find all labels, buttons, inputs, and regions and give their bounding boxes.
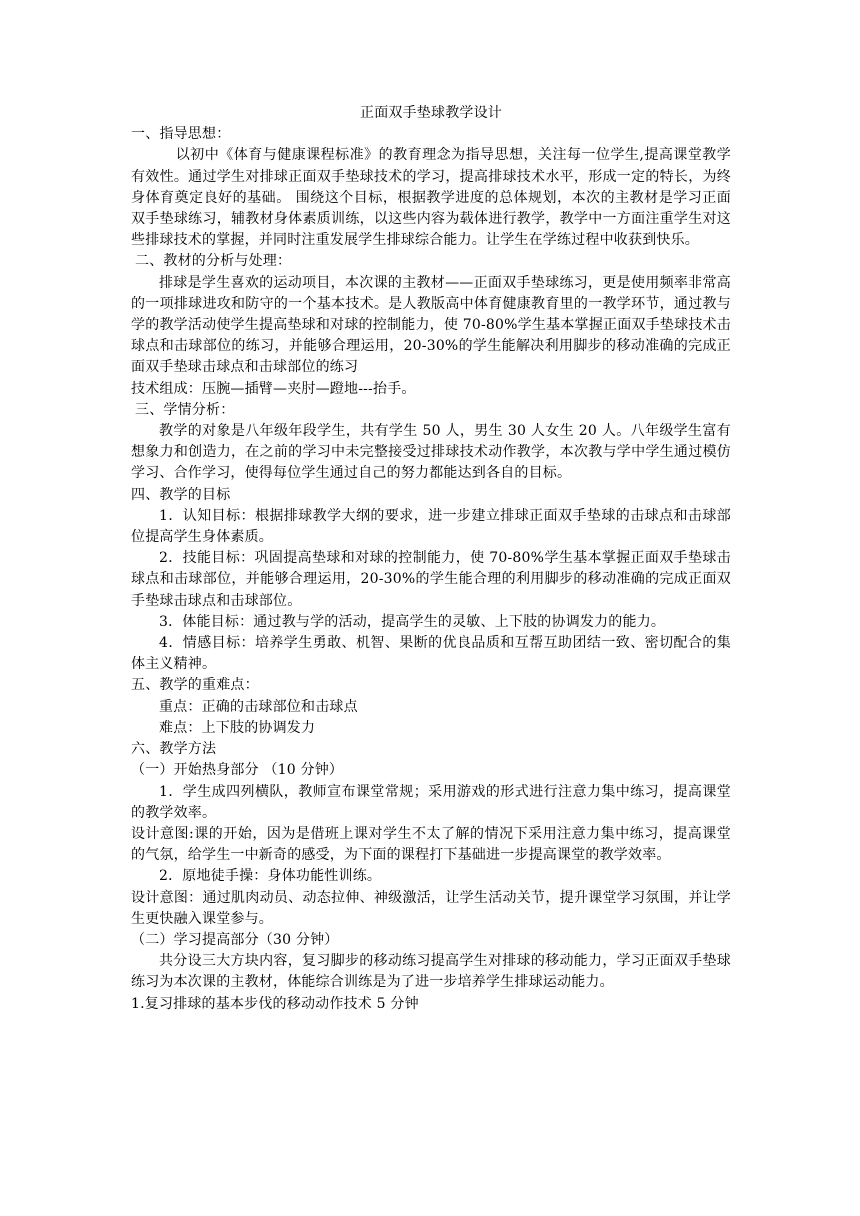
goal-item-skill: 2．技能目标：巩固提高垫球和对球的控制能力，使 70-80%学生基本掌握正面双手垫球击球点和击球部位，并能够合理运用，20-30%的学生能合理的利用脚步的移动准确的完成正面双手垫球击球点和击球部位。 xyxy=(131,550,731,609)
section-heading-teaching-method: 六、教学方法 xyxy=(131,741,217,758)
goal-item-emotional: 4．情感目标：培养学生勇敢、机智、果断的优良品质和互帮互助团结一致、密切配合的集体主义精神。 xyxy=(131,635,731,673)
section-heading-material-analysis: 二、教材的分析与处理： xyxy=(135,253,292,270)
warmup-item-formation: 1．学生成四列横队，教师宣布课堂常规；采用游戏的形式进行注意力集中练习，提高课堂的教学效率。 xyxy=(131,783,731,821)
key-point: 重点：正确的击球部位和击球点 xyxy=(159,698,358,715)
design-intent-warmup-1: 设计意图:课的开始，因为是借班上课对学生不太了解的情况下采用注意力集中练习，提高课堂的气氛，给学生一中新奇的感受，为下面的课程打下基础进一步提高课堂的教学效率。 xyxy=(131,825,731,864)
goal-item-cognitive: 1．认知目标：根据排球教学大纲的要求，进一步建立排球正面双手垫球的击球点和击球部位提高学生身体素质。 xyxy=(131,507,731,546)
subsection-warmup: （一）开始热身部分 （10 分钟） xyxy=(131,762,344,779)
design-intent-warmup-2: 设计意图：通过肌肉动员、动态拉伸、神级激活，让学生活动关节，提升课堂学习氛围，并让学生更快融入课堂参与。 xyxy=(131,889,731,927)
goal-item-fitness: 3．体能目标：通过教与学的活动，提高学生的灵敏、上下肢的协调发力的能力。 xyxy=(159,613,666,630)
technique-composition: 技术组成：压腕—插臂—夹肘—蹬地---抬手。 xyxy=(131,380,416,397)
warmup-item-exercise: 2．原地徒手操：身体功能性训练。 xyxy=(159,868,382,885)
paragraph-material-analysis: 排球是学生喜欢的运动项目，本次课的主教材——正面双手垫球练习，更是使用频率非常高的一项排球进攻和防守的一个基本技术。是人教版高中体育健康教育里的一教学环节，通过教与学的教学活动使学生提高垫球和对球的控制能力，使 70-80%学生基本掌握正面双手垫球技术击球点和击球部位的练习，并能够合理运用，20-30%的学生能解决利用脚步的移动准确的完成正面双手垫球击球点和击球部位的练习 xyxy=(131,274,731,376)
document-page xyxy=(131,103,731,1015)
section-heading-student-analysis: 三、学情分析： xyxy=(135,401,235,418)
section-heading-key-points: 五、教学的重难点： xyxy=(131,677,259,694)
paragraph-learning: 共分设三大方块内容，复习脚步的移动练习提高学生对排球的移动能力，学习正面双手垫球练习为本次课的主教材，体能综合训练是为了进一步培养学生排球运动能力。 xyxy=(131,953,731,991)
document-title: 正面双手垫球教学设计 xyxy=(360,105,502,121)
paragraph-student-analysis: 教学的对象是八年级年段学生，共有学生 50 人，男生 30 人女生 20 人。八年级学生富有想象力和创造力，在之前的学习中未完整接受过排球技术动作教学，本次教与学中学生通过模仿学习、合作学习，使得每位学生通过自己的努力都能达到各自的目标。 xyxy=(131,423,731,482)
section-heading-guiding-thought: 一、指导思想： xyxy=(131,126,231,143)
learning-item-footwork: 1.复习排球的基本步伐的移动动作技术 5 分钟 xyxy=(131,995,419,1012)
subsection-learning: （二）学习提高部分（30 分钟） xyxy=(131,931,339,948)
section-heading-teaching-goals: 四、教学的目标 xyxy=(131,486,231,503)
paragraph-guiding-thought: 以初中《体育与健康课程标准》的教育理念为指导思想，关注每一位学生,提高课堂教学有效性。通过学生对排球正面双手垫球技术的学习，提高排球技术水平，形成一定的特长，为终身体育奠定良好的基础。 围绕这个目标，根据教学进度的总体规划，本次的主教材是学习正面双手垫球练习，辅教材身体素质训练，以这些内容为载体进行教学，教学中一方面注重学生对这些排球技术的掌握，并同时注重发展学生排球综合能力。让学生在学练过程中收获到快乐。 xyxy=(131,147,731,249)
difficult-point: 难点：上下肢的协调发力 xyxy=(159,719,316,736)
